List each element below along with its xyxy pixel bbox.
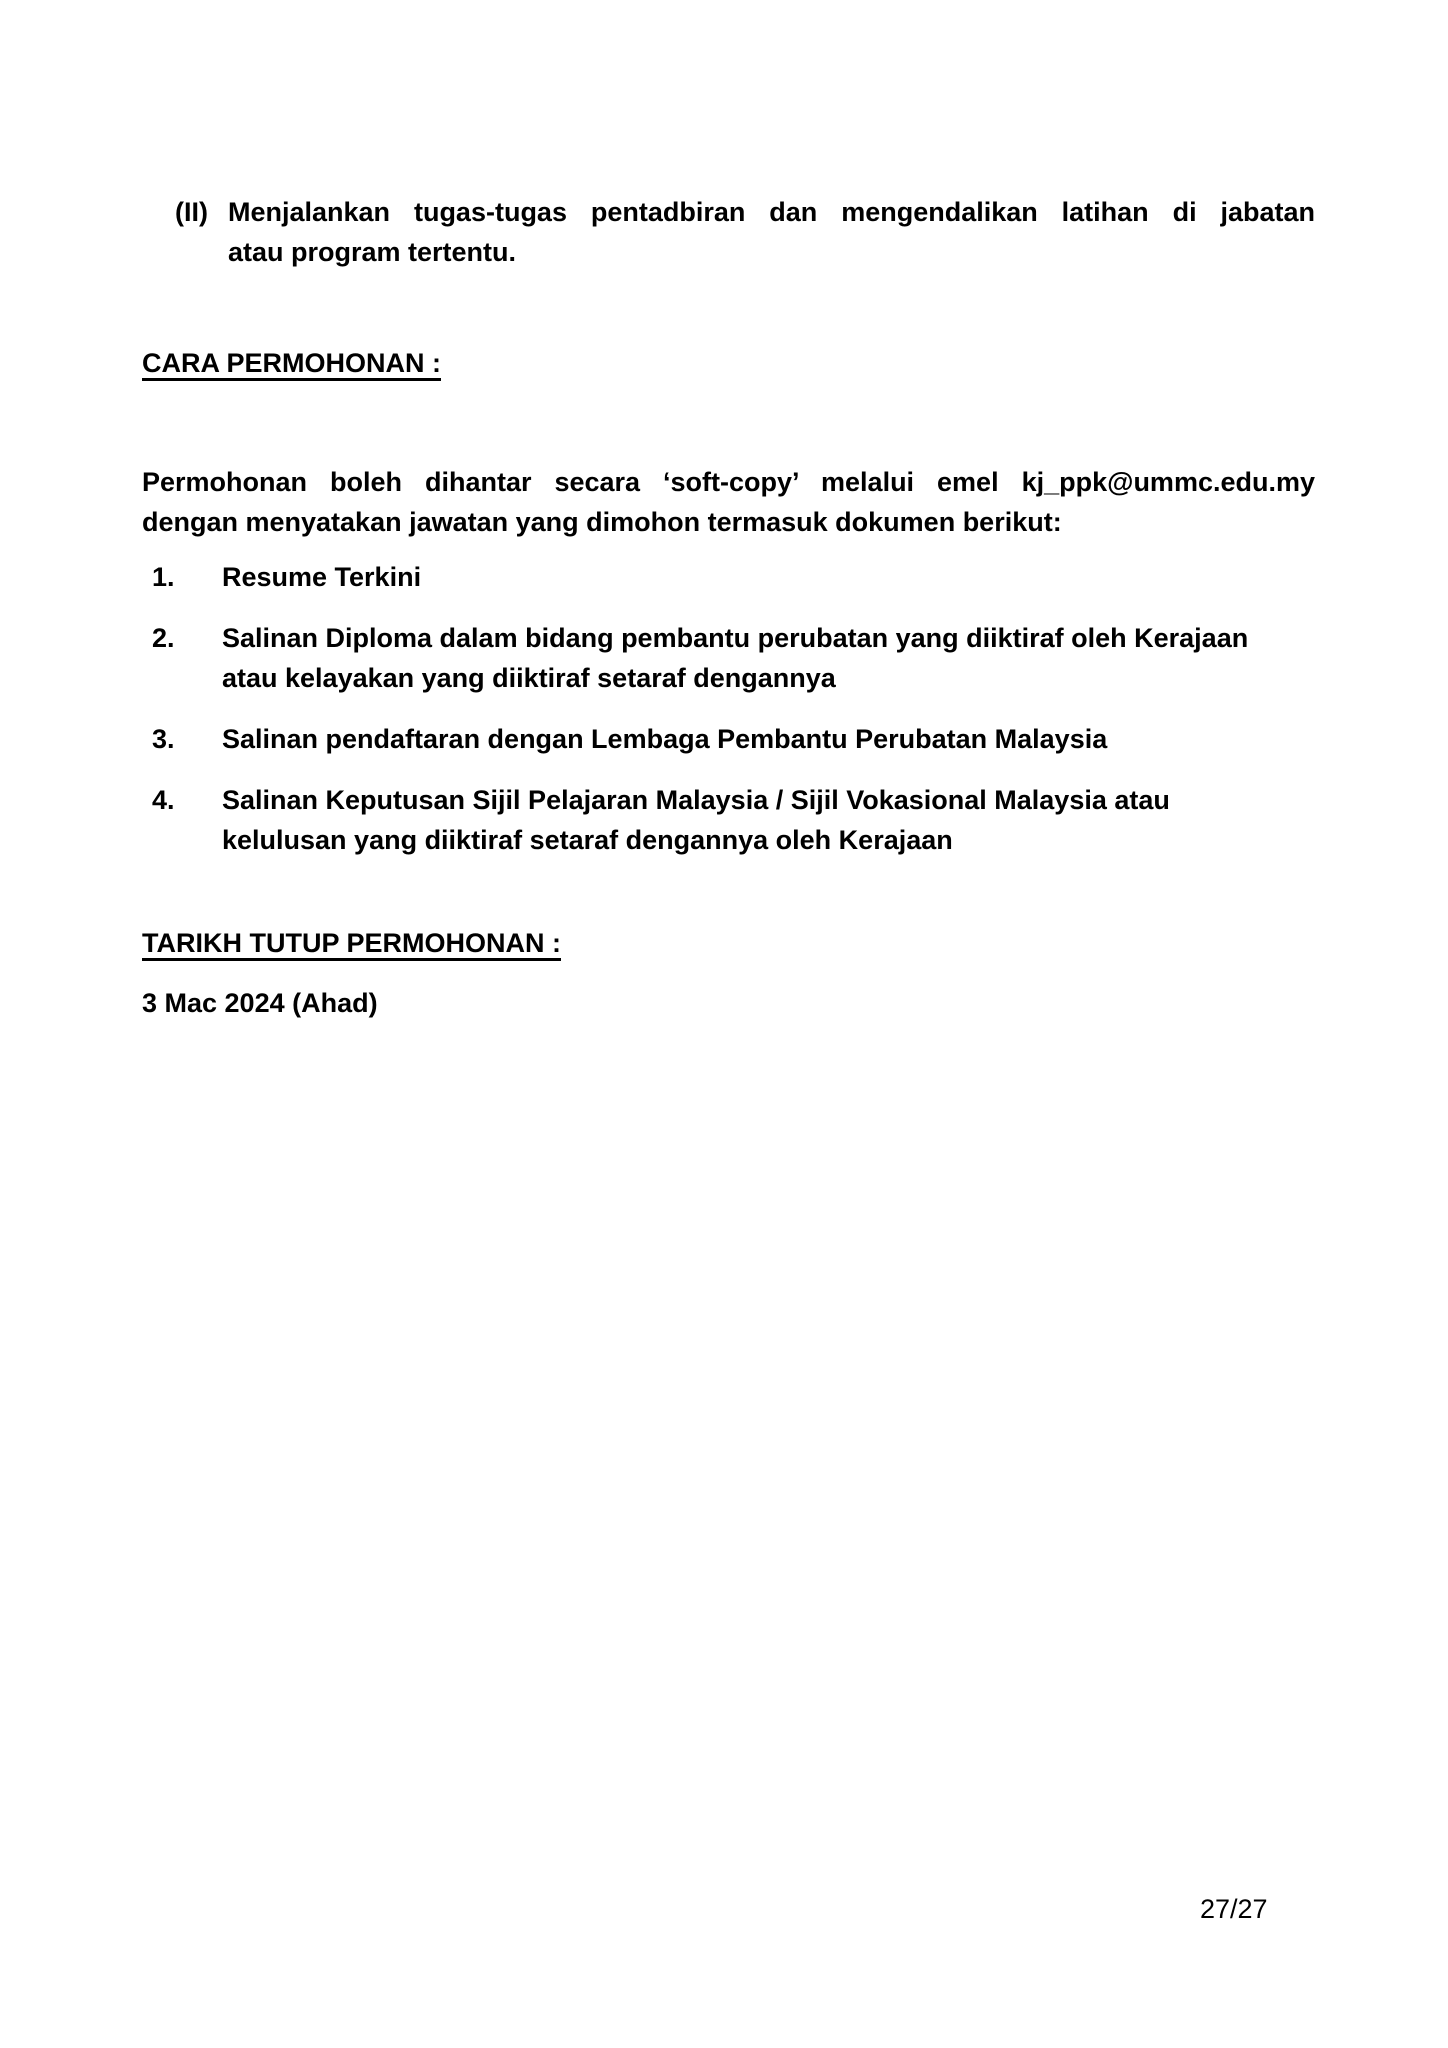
list-item-text bbox=[222, 557, 421, 597]
list-item-text bbox=[222, 618, 1248, 698]
page-number: 27/27 bbox=[1200, 1894, 1268, 1924]
application-paragraph-line-1 bbox=[142, 462, 1315, 502]
list-item-line: atau kelayakan yang diiktiraf setaraf dengannya bbox=[222, 663, 836, 693]
document-list-item-1 bbox=[152, 557, 1315, 597]
email-address: kj_ppk@ummc.edu.my bbox=[1021, 467, 1315, 497]
list-item-number: 3. bbox=[152, 724, 175, 754]
list-item-number: 1. bbox=[152, 562, 175, 592]
duty-item-text bbox=[228, 192, 1315, 272]
application-line-text: Permohonan boleh dihantar secara ‘soft-copy’ melalui emel bbox=[142, 467, 999, 497]
application-paragraph-line-2: dengan menyatakan jawatan yang dimohon termasuk dokumen berikut: bbox=[142, 507, 1062, 537]
duty-item-line-2: atau program tertentu. bbox=[228, 237, 517, 267]
list-item-line: Resume Terkini bbox=[222, 562, 422, 592]
application-paragraph bbox=[142, 462, 1315, 542]
duty-item-marker: (II) bbox=[175, 197, 208, 227]
section-heading-tarikh-tutup: TARIKH TUTUP PERMOHONAN : bbox=[142, 928, 561, 958]
section-heading-cara-permohonan: CARA PERMOHONAN : bbox=[142, 348, 441, 378]
list-item-text bbox=[222, 719, 1107, 759]
list-item-text bbox=[222, 780, 1170, 860]
document-list-item-3 bbox=[152, 719, 1315, 759]
document-content bbox=[142, 0, 1315, 1023]
duty-list-item-ii bbox=[175, 192, 1315, 272]
document-list-item-4 bbox=[152, 780, 1315, 860]
duty-item-line-1: Menjalankan tugas-tugas pentadbiran dan mengendalikan latihan di jabatan bbox=[228, 197, 1315, 227]
list-item-number: 4. bbox=[152, 785, 175, 815]
document-list-item-2 bbox=[152, 618, 1315, 698]
list-item-line: Salinan Keputusan Sijil Pelajaran Malaysia / Sijil Vokasional Malaysia atau bbox=[222, 785, 1170, 815]
list-item-line: Salinan Diploma dalam bidang pembantu perubatan yang diiktiraf oleh Kerajaan bbox=[222, 623, 1249, 653]
closing-date: 3 Mac 2024 (Ahad) bbox=[142, 988, 378, 1018]
list-item-line: kelulusan yang diiktiraf setaraf dengannya oleh Kerajaan bbox=[222, 825, 953, 855]
list-item-number: 2. bbox=[152, 623, 175, 653]
list-item-line: Salinan pendaftaran dengan Lembaga Pembantu Perubatan Malaysia bbox=[222, 724, 1108, 754]
